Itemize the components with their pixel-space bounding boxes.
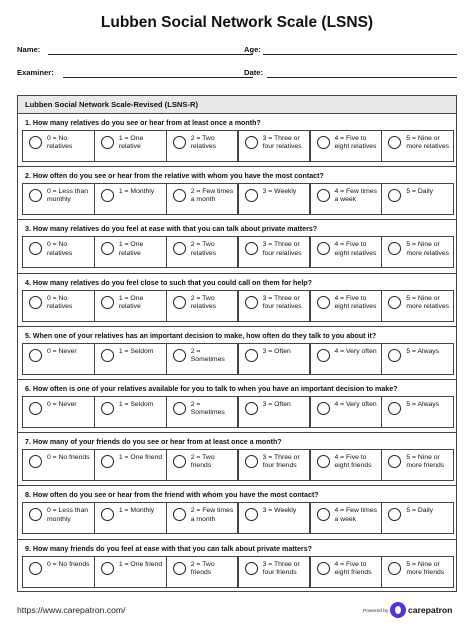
answer-option-label: 3 = Three or four friends	[262, 454, 300, 470]
answer-option[interactable]	[94, 290, 167, 322]
radio-button[interactable]	[317, 136, 330, 149]
radio-button[interactable]	[317, 296, 330, 309]
powered-by-text: Powered by	[363, 609, 389, 614]
radio-button[interactable]	[173, 136, 186, 149]
answer-option[interactable]	[310, 396, 383, 428]
answer-option[interactable]	[94, 502, 167, 534]
answer-option[interactable]	[94, 396, 167, 428]
answer-option-label: 5 = Nine or more relatives	[406, 294, 450, 310]
answer-option[interactable]	[310, 183, 383, 215]
answer-option-label: 5 = Nine or more friends	[406, 560, 445, 576]
answer-option-label: 1 = Seldom	[118, 400, 154, 408]
answer-option-label: 0 = Never	[47, 347, 77, 355]
answer-option-label: 2 = Two friends	[190, 454, 215, 470]
answer-option[interactable]	[22, 449, 95, 481]
answer-option-label: 5 = Daily	[406, 507, 434, 515]
radio-button[interactable]	[173, 349, 186, 362]
radio-button[interactable]	[245, 349, 258, 362]
answer-option-label: 4 = Five to eight friends	[334, 560, 372, 576]
radio-button[interactable]	[29, 136, 42, 149]
answer-option-label: 4 = Five to eight relatives	[334, 241, 377, 257]
answer-option-label: 5 = Daily	[406, 188, 434, 196]
answer-option[interactable]	[22, 502, 95, 534]
radio-button[interactable]	[245, 455, 258, 468]
answer-options	[22, 556, 454, 588]
examiner-field[interactable]	[63, 77, 253, 78]
radio-button[interactable]	[101, 562, 114, 575]
question-text: 3. How many relatives do you feel at ease with that you can talk about private matters?	[25, 225, 318, 234]
question-text: 6. How often is one of your relatives available for you to talk to when you have an important decision to make?	[25, 384, 398, 393]
answer-option-label: 4 = Very often	[334, 347, 377, 355]
answer-option-label: 0 = No friends	[47, 560, 90, 568]
radio-button[interactable]	[101, 296, 114, 309]
answer-option-label: 3 = Three or four relatives	[262, 135, 302, 151]
answer-options	[22, 290, 454, 322]
name-label: Name:	[17, 45, 41, 54]
answer-option-label: 4 = Five to eight relatives	[334, 294, 377, 310]
answer-option[interactable]	[94, 236, 167, 268]
answer-option[interactable]	[94, 343, 167, 375]
answer-option[interactable]	[381, 236, 454, 268]
answer-option[interactable]	[94, 183, 167, 215]
radio-button[interactable]	[101, 349, 114, 362]
radio-button[interactable]	[173, 562, 186, 575]
answer-option[interactable]	[238, 502, 311, 534]
radio-button[interactable]	[173, 242, 186, 255]
answer-option[interactable]	[94, 449, 167, 481]
radio-button[interactable]	[29, 189, 42, 202]
answer-option[interactable]	[381, 449, 454, 481]
radio-button[interactable]	[101, 455, 114, 468]
answer-option[interactable]	[238, 183, 311, 215]
answer-option[interactable]	[22, 396, 95, 428]
answer-option[interactable]	[166, 130, 239, 162]
radio-button[interactable]	[388, 296, 401, 309]
answer-option[interactable]	[166, 396, 239, 428]
radio-button[interactable]	[317, 242, 330, 255]
answer-option-label: 5 = Nine or more relatives	[406, 135, 450, 151]
question-block	[18, 540, 456, 593]
answer-option[interactable]	[22, 290, 95, 322]
answer-option-label: 5 = Always	[406, 347, 440, 355]
age-label: Age:	[244, 45, 261, 54]
radio-button[interactable]	[29, 296, 42, 309]
answer-option-label: 4 = Five to eight relatives	[334, 135, 377, 151]
answer-option[interactable]	[381, 396, 454, 428]
lsns-r-form	[17, 95, 457, 592]
answer-option[interactable]	[166, 183, 239, 215]
answer-option[interactable]	[238, 396, 311, 428]
examiner-label: Examiner:	[17, 68, 54, 77]
answer-option-label: 0 = Less than monthly	[47, 188, 89, 204]
radio-button[interactable]	[317, 562, 330, 575]
radio-button[interactable]	[245, 562, 258, 575]
answer-option-label: 1 = Monthly	[118, 188, 155, 196]
date-label: Date:	[244, 68, 263, 77]
answer-option[interactable]	[310, 130, 383, 162]
answer-option-label: 4 = Few times a week	[334, 507, 377, 523]
answer-option-label: 4 = Few times a week	[334, 188, 377, 204]
answer-option-label: 4 = Very often	[334, 400, 377, 408]
radio-button[interactable]	[173, 189, 186, 202]
question-text: 7. How many of your friends do you see or hear from at least once a month?	[25, 438, 282, 447]
answer-option-label: 5 = Nine or more relatives	[406, 241, 450, 257]
radio-button[interactable]	[245, 189, 258, 202]
answer-option[interactable]	[22, 183, 95, 215]
answer-option[interactable]	[94, 130, 167, 162]
question-block	[18, 220, 456, 273]
answer-option-label: 2 = Few times a month	[190, 507, 234, 523]
answer-option-label: 3 = Often	[262, 347, 291, 355]
radio-button[interactable]	[388, 455, 401, 468]
date-field[interactable]	[267, 77, 457, 78]
radio-button[interactable]	[29, 508, 42, 521]
radio-button[interactable]	[317, 455, 330, 468]
radio-button[interactable]	[173, 296, 186, 309]
answer-option-label: 0 = Never	[47, 400, 77, 408]
answer-option-label: 4 = Five to eight friends	[334, 454, 372, 470]
answer-option[interactable]	[310, 290, 383, 322]
answer-option-label: 3 = Often	[262, 400, 291, 408]
name-field[interactable]	[48, 54, 253, 55]
radio-button[interactable]	[101, 189, 114, 202]
footer-url-link[interactable]: https://www.carepatron.com/	[17, 605, 126, 615]
question-block	[18, 433, 456, 486]
radio-button[interactable]	[29, 562, 42, 575]
answer-option[interactable]	[381, 556, 454, 588]
answer-option[interactable]	[238, 290, 311, 322]
answer-option-label: 1 = One relative	[118, 135, 144, 151]
answer-option-label: 5 = Always	[406, 400, 440, 408]
answer-option[interactable]	[166, 556, 239, 588]
answer-option-label: 0 = No relatives	[47, 241, 73, 257]
answer-option[interactable]	[166, 343, 239, 375]
answer-option[interactable]	[22, 556, 95, 588]
answer-option[interactable]	[94, 556, 167, 588]
page-title: Lubben Social Network Scale (LSNS)	[100, 14, 374, 31]
answer-option[interactable]	[166, 502, 239, 534]
answer-option[interactable]	[381, 183, 454, 215]
answer-option-label: 0 = No friends	[47, 454, 90, 462]
radio-button[interactable]	[388, 189, 401, 202]
answer-option-label: 3 = Three or four friends	[262, 560, 300, 576]
radio-button[interactable]	[173, 455, 186, 468]
answer-options	[22, 236, 454, 268]
radio-button[interactable]	[317, 349, 330, 362]
carepatron-logo-icon	[390, 602, 406, 618]
answer-option[interactable]	[166, 449, 239, 481]
question-text: 5. When one of your relatives has an important decision to make, how often do they talk to you about it?	[25, 331, 377, 340]
question-block	[18, 327, 456, 380]
answer-option[interactable]	[381, 290, 454, 322]
answer-option[interactable]	[22, 236, 95, 268]
form-header: Lubben Social Network Scale-Revised (LSNS-R)	[18, 96, 456, 114]
radio-button[interactable]	[29, 349, 42, 362]
answer-option-label: 3 = Three or four relatives	[262, 294, 302, 310]
answer-option[interactable]	[310, 449, 383, 481]
question-block	[18, 167, 456, 220]
radio-button[interactable]	[317, 508, 330, 521]
answer-option-label: 0 = No relatives	[47, 135, 73, 151]
radio-button[interactable]	[245, 508, 258, 521]
question-text: 4. How many relatives do you feel close to such that you could call on them for help?	[25, 278, 312, 287]
answer-option[interactable]	[310, 343, 383, 375]
question-block	[18, 486, 456, 539]
radio-button[interactable]	[101, 242, 114, 255]
answer-option-label: 1 = Seldom	[118, 347, 154, 355]
answer-option-label: 3 = Weekly	[262, 507, 297, 515]
brand-name: carepatron	[408, 605, 453, 615]
answer-option[interactable]	[238, 449, 311, 481]
age-field[interactable]	[263, 54, 457, 55]
answer-options	[22, 130, 454, 162]
answer-option[interactable]	[166, 236, 239, 268]
answer-option-label: 2 = Sometimes	[190, 347, 225, 364]
name-age-row	[17, 45, 457, 59]
answer-option[interactable]	[166, 290, 239, 322]
radio-button[interactable]	[173, 402, 186, 415]
answer-option[interactable]	[238, 556, 311, 588]
answer-option-label: 0 = No relatives	[47, 294, 73, 310]
radio-button[interactable]	[245, 242, 258, 255]
answer-option-label: 1 = One friend	[118, 454, 163, 462]
radio-button[interactable]	[245, 136, 258, 149]
answer-option[interactable]	[310, 502, 383, 534]
radio-button[interactable]	[388, 508, 401, 521]
answer-option-label: 2 = Two relatives	[190, 294, 217, 310]
answer-option[interactable]	[22, 130, 95, 162]
radio-button[interactable]	[317, 189, 330, 202]
answer-option-label: 2 = Two relatives	[190, 135, 217, 151]
answer-options	[22, 343, 454, 375]
answer-options	[22, 183, 454, 215]
radio-button[interactable]	[245, 296, 258, 309]
answer-option[interactable]	[238, 130, 311, 162]
answer-option-label: 3 = Three or four relatives	[262, 241, 302, 257]
answer-option-label: 2 = Sometimes	[190, 400, 225, 417]
radio-button[interactable]	[317, 402, 330, 415]
answer-option[interactable]	[381, 130, 454, 162]
radio-button[interactable]	[173, 508, 186, 521]
answer-option-label: 2 = Two friends	[190, 560, 215, 576]
answer-options	[22, 449, 454, 481]
answer-options	[22, 502, 454, 534]
answer-option-label: 2 = Few times a month	[190, 188, 234, 204]
radio-button[interactable]	[101, 508, 114, 521]
radio-button[interactable]	[29, 402, 42, 415]
radio-button[interactable]	[101, 402, 114, 415]
answer-option[interactable]	[381, 502, 454, 534]
radio-button[interactable]	[29, 455, 42, 468]
radio-button[interactable]	[101, 136, 114, 149]
question-text: 9. How many friends do you feel at ease with that you can talk about private matters?	[25, 544, 312, 553]
question-text: 8. How often do you see or hear from the friend with whom you have the most contact?	[25, 491, 319, 500]
answer-option[interactable]	[238, 343, 311, 375]
examiner-date-row	[17, 68, 457, 82]
answer-option[interactable]	[22, 343, 95, 375]
radio-button[interactable]	[388, 562, 401, 575]
radio-button[interactable]	[388, 402, 401, 415]
answer-option-label: 5 = Nine or more friends	[406, 454, 445, 470]
answer-option-label: 3 = Weekly	[262, 188, 297, 196]
answer-option[interactable]	[310, 556, 383, 588]
answer-option[interactable]	[381, 343, 454, 375]
answer-option-label: 1 = One relative	[118, 241, 144, 257]
question-block	[18, 380, 456, 433]
answer-options	[22, 396, 454, 428]
answer-option-label: 2 = Two relatives	[190, 241, 217, 257]
radio-button[interactable]	[29, 242, 42, 255]
answer-option-label: 1 = One relative	[118, 294, 144, 310]
question-block	[18, 114, 456, 167]
answer-option[interactable]	[238, 236, 311, 268]
question-text: 2. How often do you see or hear from the relative with whom you have the most contact?	[25, 172, 324, 181]
radio-button[interactable]	[245, 402, 258, 415]
question-block	[18, 274, 456, 327]
radio-button[interactable]	[388, 242, 401, 255]
questions-list	[18, 114, 456, 593]
answer-option-label: 1 = Monthly	[118, 507, 155, 515]
question-text: 1. How many relatives do you see or hear from at least once a month?	[25, 119, 261, 127]
answer-option-label: 0 = Less than monthly	[47, 507, 89, 523]
answer-option[interactable]	[310, 236, 383, 268]
radio-button[interactable]	[388, 349, 401, 362]
answer-option-label: 1 = One friend	[118, 560, 163, 568]
radio-button[interactable]	[388, 136, 401, 149]
